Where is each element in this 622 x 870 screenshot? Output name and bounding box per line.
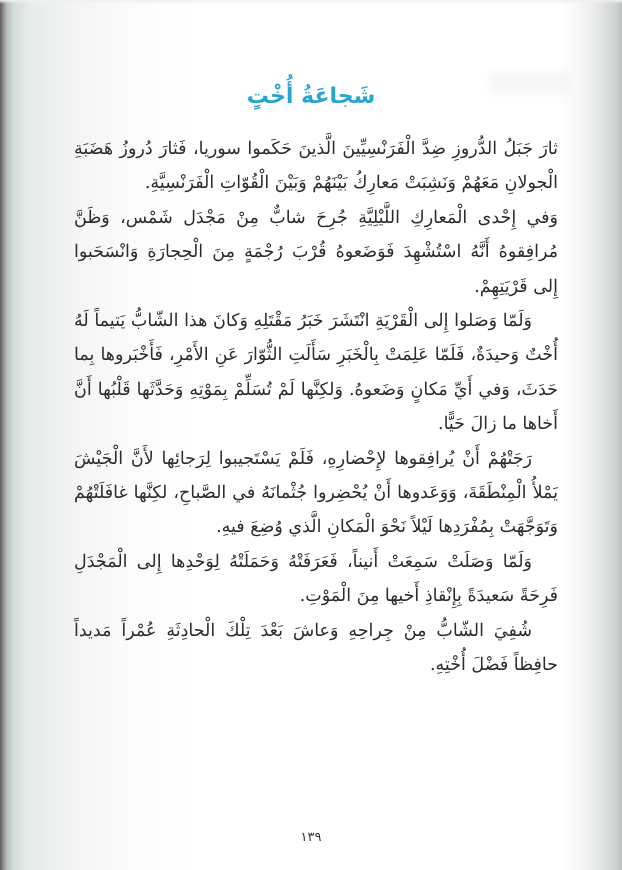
story-title: شَجاعَةُ أُخْتٍ <box>246 83 376 109</box>
paragraph-4: رَجَتْهُمْ أَنْ يُرافِقوها لإِحْضارِهِ، فَلَمْ يَسْتَجيبوا لِرَجائِها لأَنَّ الْجَيْشَ يَمْلأُ الْمِنْطَقَةَ، وَوَعَدوها أَنْ يُحْضِروا جُثْمانَهُ في الصَّباحِ، لكِنَّها غافَلَتْهُمْ وَتَوَجَّهَتْ بِمُفْرَدِها لَيْلاً نَحْوَ الْمَكانِ الَّذي وُضِعَ فيهِ. <box>74 448 558 538</box>
paragraph-6: شُفِيَ الشّابُّ مِنْ جِراحِهِ وَعاشَ بَعْدَ تِلْكَ الْحادِثَةِ عُمْراً مَديداً حافِظاً فَضْلَ أُخْتِهِ. <box>74 620 558 676</box>
story-body <box>74 132 558 683</box>
paragraph-3: وَلَمّا وَصَلوا إِلى الْقَرْيَةِ انْتَشَرَ خَبَرُ مَقْتَلِهِ وَكانَ هذا الشّابُّ يَتيماً لَهُ أُخْتٌ وَحيدَةٌ، فَلَمّا عَلِمَتْ بِالْخَبَرِ سَأَلَتِ الثُّوّارَ عَنِ الأَمْرِ، فَأَخْبَروها بِما حَدَثَ، وَفي أَيِّ مَكانٍ وَضَعوهُ. وَلكِنَّها لَمْ تُسَلِّمْ بِمَوْتِهِ وَحَدَّثَها قَلْبُها أَنَّ أَخاها ما زالَ حَيًّا. <box>74 311 558 435</box>
page-top-edge <box>0 0 622 4</box>
paragraph-1: ثارَ جَبَلُ الدُّروزِ ضِدَّ الْفَرَنْسِيِّينَ الَّذينَ حَكَموا سوريا، فَثارَ دُروزُ هَضَبَةِ الْجولانِ مَعَهُمْ وَنَشِبَتْ مَعارِكُ بَيْنَهُمْ وَبَيْنَ الْقُوّاتِ الْفَرَنْسِيَّةِ. <box>74 139 558 194</box>
page-number: ١٣٩ <box>300 830 322 845</box>
paragraph-5: وَلَمّا وَصَلَتْ سَمِعَتْ أَنيناً، فَعَرَفَتْهُ وَحَمَلَتْهُ لِوَحْدِها إِلى الْمَجْدَلِ فَرِحَةً سَعيدَةً بِإِنْقاذِ أَخيها مِنَ الْمَوْتِ. <box>74 551 558 607</box>
paragraph-2: وَفي إِحْدى الْمَعارِكِ اللَّيْلِيَّةِ جُرِحَ شابٌّ مِنْ مَجْدَل شَمْس، وَظَنَّ مُرافِقوهُ أَنَّهُ اسْتُشْهِدَ فَوَضَعوهُ قُرْبَ رُجْمَةٍ مِنَ الْحِجارَةِ وَانْسَحَبوا إِلى قَرْيَتِهِمْ. <box>74 207 558 297</box>
